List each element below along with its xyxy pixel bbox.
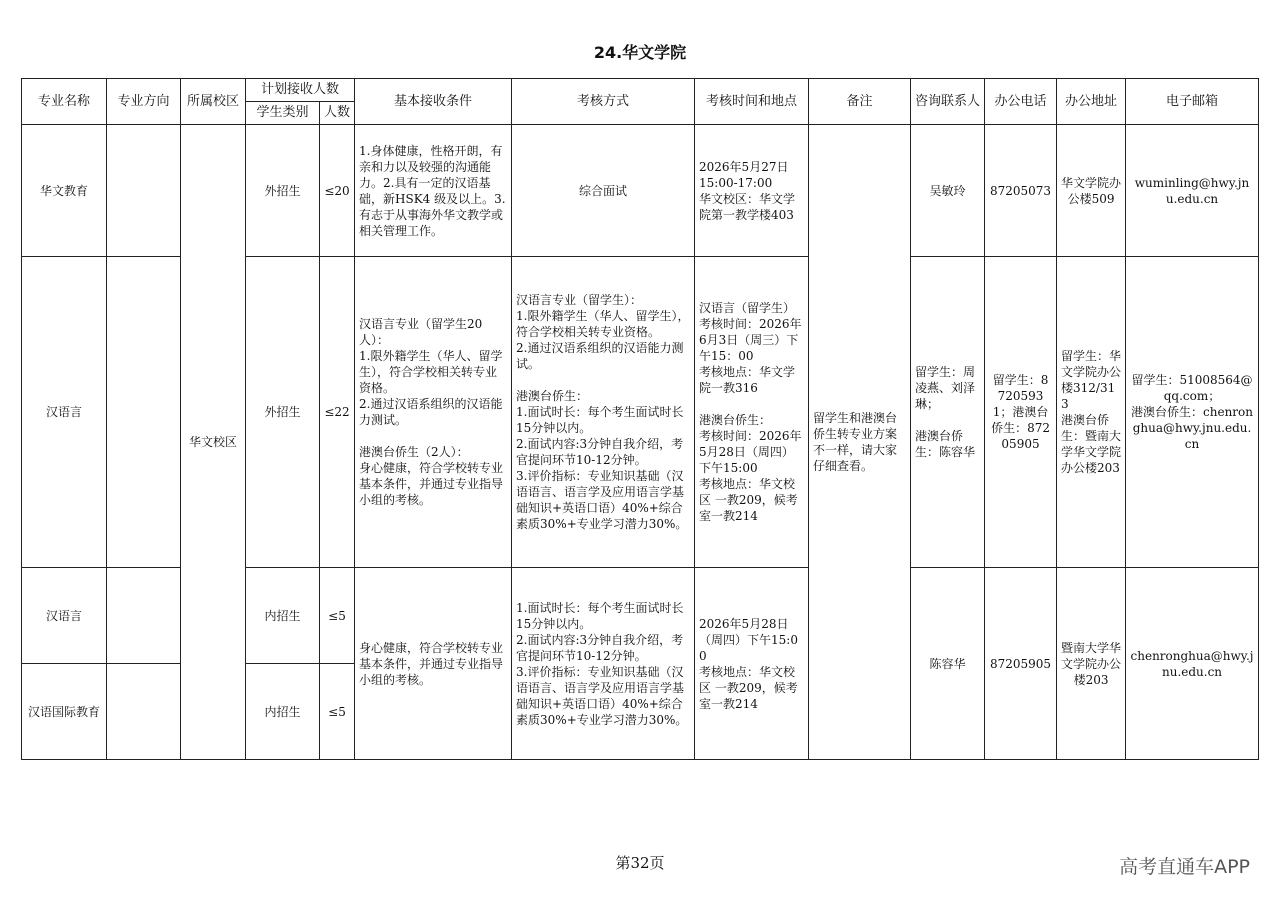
header-student-type: 学生类别 [246,102,320,125]
type-cell: 外招生 [246,257,320,568]
count-cell: ≤5 [320,568,355,664]
major-cell: 汉语言 [22,568,107,664]
header-major: 专业名称 [22,79,107,125]
email-cell: 留学生：51008564@qq.com； 港澳台侨生：chenronghua@hwy.jnu.edu.cn [1126,257,1259,568]
type-cell: 内招生 [246,664,320,760]
email-cell: wuminling@hwy.jnu.edu.cn [1126,125,1259,257]
contact-cell: 陈容华 [911,568,985,760]
header-direction: 专业方向 [107,79,181,125]
count-cell: ≤20 [320,125,355,257]
table-row [22,125,1259,257]
direction-cell [107,568,181,664]
direction-cell [107,125,181,257]
type-cell: 外招生 [246,125,320,257]
header-assessment: 考核方式 [512,79,695,125]
email-cell: chenronghua@hwy.jnu.edu.cn [1126,568,1259,760]
count-cell: ≤22 [320,257,355,568]
count-cell: ≤5 [320,664,355,760]
header-time-place: 考核时间和地点 [695,79,809,125]
transfer-table [21,78,1259,760]
phone-cell: 87205073 [985,125,1057,257]
page-title: 24.华文学院 [593,43,687,62]
page-number: 第32页 [615,854,665,872]
direction-cell [107,257,181,568]
conditions-cell: 身心健康，符合学校转专业基本条件，并通过专业指导小组的考核。 [355,568,512,760]
direction-cell [107,664,181,760]
address-cell: 留学生：华文学院办公楼312/313 港澳台侨生：暨南大学华文学院办公楼203 [1057,257,1126,568]
header-campus: 所属校区 [181,79,246,125]
assessment-cell: 综合面试 [512,125,695,257]
campus-cell: 华文校区 [181,125,246,760]
conditions-cell: 1.身体健康，性格开朗，有亲和力以及较强的沟通能力。2.具有一定的汉语基础，新HSK4 级及以上。3.有志于从事海外华文教学或相关管理工作。 [355,125,512,257]
watermark-brand: 高考直通车APP [1119,856,1250,878]
major-cell: 华文教育 [22,125,107,257]
time-place-cell: 2026年5月27日 15:00-17:00 华文校区：华文学院第一教学楼403 [695,125,809,257]
header-count: 人数 [320,102,355,125]
contact-cell: 吴敏玲 [911,125,985,257]
header-email: 电子邮箱 [1126,79,1259,125]
header-remarks: 备注 [809,79,911,125]
assessment-cell: 汉语言专业（留学生）： 1.限外籍学生（华人、留学生），符合学校相关转专业资格。 2.通过汉语系组织的汉语能力测试。 港澳台侨生： 1.面试时长：每个考生面试时长15分钟以内。 2.面试内容:3分钟自我介绍，考官提问环节10-12分钟。 3.评价指标：专业知识基础（汉语语言、语言学及应用语言学基础知识+英语口语）40%+综合素质30%+专业学习潜力30%。 [512,257,695,568]
phone-cell: 87205905 [985,568,1057,760]
type-cell: 内招生 [246,568,320,664]
contact-cell: 留学生：周凌燕、刘泽琳； 港澳台侨生：陈容华 [911,257,985,568]
major-cell: 汉语国际教育 [22,664,107,760]
time-place-cell: 汉语言（留学生） 考核时间：2026年6月3日（周三）下午15：00 考核地点：华文学院一教316 港澳台侨生： 考核时间：2026年5月28日（周四）下午15:00 考核地点：华文校区 一教209，候考室一教214 [695,257,809,568]
remarks-cell: 留学生和港澳台侨生转专业方案不一样，请大家仔细查看。 [809,125,911,760]
conditions-cell: 汉语言专业（留学生20人）： 1.限外籍学生（华人、留学生），符合学校相关转专业资格。 2.通过汉语系组织的汉语能力测试。 港澳台侨生（2人）： 身心健康，符合学校转专业基本条件，并通过专业指导小组的考核。 [355,257,512,568]
header-address: 办公地址 [1057,79,1126,125]
address-cell: 暨南大学华文学院办公楼203 [1057,568,1126,760]
assessment-cell: 1.面试时长：每个考生面试时长15分钟以内。 2.面试内容:3分钟自我介绍，考官提问环节10-12分钟。 3.评价指标：专业知识基础（汉语语言、语言学及应用语言学基础知识+英语口语）40%+综合素质30%+专业学习潜力30%。 [512,568,695,760]
time-place-cell: 2026年5月28日（周四）下午15:00 考核地点：华文校区 一教209，候考室一教214 [695,568,809,760]
major-cell: 汉语言 [22,257,107,568]
address-cell: 华文学院办公楼509 [1057,125,1126,257]
header-conditions: 基本接收条件 [355,79,512,125]
phone-cell: 留学生：87205931；港澳台侨生：87205905 [985,257,1057,568]
header-phone: 办公电话 [985,79,1057,125]
header-contact: 咨询联系人 [911,79,985,125]
header-plan: 计划接收人数 [246,79,355,102]
